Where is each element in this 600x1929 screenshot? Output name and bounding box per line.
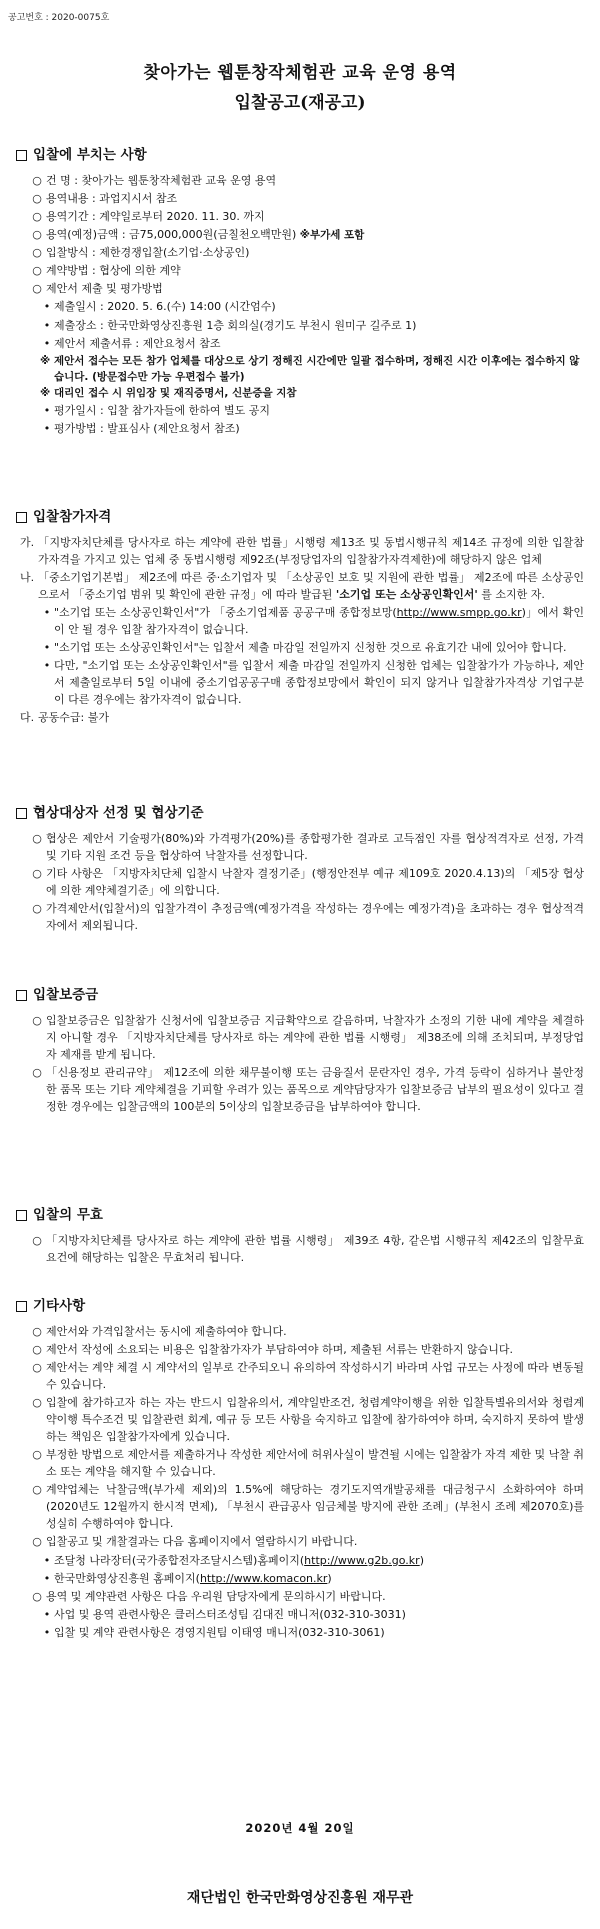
- sub-item: • 입찰 및 계약 관련사항은 경영지원팀 이태영 매니저(032-310-3061): [43, 1625, 385, 1639]
- list-item: ○ 부정한 방법으로 제안서를 제출하거나 작성한 제안서에 허위사실이 발견될 시에는 입찰참가 자격 제한 및 낙찰 취소 또는 계약을 해지할 수 있습니다.: [32, 1448, 584, 1479]
- square-bullet-icon: [16, 1301, 27, 1312]
- list-item: ○ 용역내용 : 과업지시서 참조: [32, 191, 178, 205]
- g2b-link[interactable]: http://www.g2b.go.kr: [304, 1553, 420, 1567]
- list-item: ○ 가격제안서(입찰서)의 입찰가격이 추정금액(예정가격을 작성하는 경우에는 예정가격)을 초과하는 경우 협상적격자에서 제외됩니다.: [32, 902, 584, 933]
- section-heading: 기타사항: [16, 1296, 584, 1317]
- square-bullet-icon: [16, 512, 27, 523]
- list-item: ○ 제안서와 가격입찰서는 동시에 제출하여야 합니다.: [32, 1324, 287, 1338]
- list-item: 다. 공동수급: 불가: [19, 711, 109, 725]
- notice-date: 2020년 4월 20일: [245, 1821, 355, 1835]
- page-subtitle: 입찰공고(재공고): [234, 93, 366, 113]
- list-item: ○ 제안서 작성에 소요되는 비용은 입찰참가자가 부담하여야 하며, 제출된 서류는 반환하지 않습니다.: [32, 1342, 513, 1356]
- list-item: ○ 입찰공고 및 개찰결과는 다음 홈페이지에서 열람하시기 바랍니다.: [32, 1535, 358, 1549]
- list-item: ○ 계약업체는 낙찰금액(부가세 제외)의 1.5%에 해당하는 경기도지역개발공채를 대금청구시 소화하여야 하며(2020년도 12월까지 한시적 면제), 「부천시 관급공사 임금체불 방지에 관한 조례」(부천시 조례 제2070호)를 성실히 수행하여야 합니다.: [32, 1483, 584, 1531]
- list-item: ○ 제안서는 계약 체결 시 계약서의 일부로 간주되오니 유의하여 작성하시기 바라며 사업 규모는 사정에 따라 변동될 수 있습니다.: [32, 1361, 584, 1392]
- sub-item: • "소기업 또는 소상공인확인서"가 「중소기업제품 공공구매 종합정보망(http://www.smpp.go.kr)」에서 확인이 안 될 경우 입찰 참가자격이 없습니다.: [43, 606, 584, 637]
- list-item: ○ 입찰에 참가하고자 하는 자는 반드시 입찰유의서, 계약일반조건, 청렴계약이행을 위한 입찰특별유의서와 청렴계약이행 특수조건 및 입찰관련 회계, 예규 등 모든 사항을 숙지하고 입찰에 참가하여야 하며, 숙지하지 못하여 발생하는 책임은 입찰참가자에게 있습니다.: [32, 1396, 584, 1444]
- smpp-link[interactable]: http://www.smpp.go.kr: [396, 606, 522, 620]
- sub-item: • "소기업 또는 소상공인확인서"는 입찰서 제출 마감일 전일까지 신청한 것으로 유효기간 내에 있어야 합니다.: [43, 641, 567, 655]
- sub-item: • 한국만화영상진흥원 홈페이지(http://www.komacon.kr): [43, 1571, 332, 1585]
- section-bid-items: [16, 145, 584, 439]
- notice-number: 공고번호 : 2020-0075호: [8, 13, 110, 23]
- sub-item: • 다만, "소기업 또는 소상공인확인서"를 입찰서 제출 마감일 전일까지 신청한 업체는 입찰참가가 가능하나, 제안서 제출일로부터 5일 이내에 중소기업공공구매 종합정보망에서 확인이 되지 않거나 입찰참가자격상 기업구분이 다른 경우에는 참가자격이 없습니다.: [43, 659, 584, 707]
- list-item: ○ 제안서 제출 및 평가방법: [32, 282, 163, 296]
- sub-item: • 제안서 제출서류 : 제안요청서 참조: [43, 336, 221, 350]
- note-item: ※ 제안서 접수는 모든 참가 업체를 대상으로 상기 정해진 시간에만 일괄 접수하며, 정해진 시간 이후에는 접수하지 않습니다. (방문접수만 가능 우편접수 불가): [40, 354, 580, 383]
- section-heading: 입찰참가자격: [16, 507, 584, 528]
- square-bullet-icon: [16, 150, 27, 161]
- sub-item: • 평가일시 : 입찰 참가자들에 한하여 별도 공지: [43, 404, 270, 418]
- section-heading: 입찰의 무효: [16, 1205, 584, 1226]
- section-negotiation: [16, 803, 584, 935]
- sub-item: • 제출장소 : 한국만화영상진흥원 1층 회의실(경기도 부천시 원미구 길주로 1): [43, 318, 417, 332]
- square-bullet-icon: [16, 1210, 27, 1221]
- list-item: ○ 입찰방식 : 제한경쟁입찰(소기업·소상공인): [32, 246, 250, 260]
- list-item: 나. 「중소기업기본법」 제2조에 따른 중·소기업자 및 「소상공인 보호 및 지원에 관한 법률」 제2조에 따른 소상공인으로서 「중소기업 범위 및 확인에 관한 규정」에 따라 발급된 '소기업 또는 소상공인확인서' 를 소지한 자.: [19, 571, 584, 602]
- page-title: 찾아가는 웹툰창작체험관 교육 운영 용역: [143, 63, 457, 83]
- list-item: ○ 입찰보증금은 입찰참가 신청서에 입찰보증금 지급확약으로 갈음하며, 낙찰자가 소정의 기한 내에 계약을 체결하지 아니할 경우 「지방자치단체를 당사자로 하는 계약에 관한 법률 시행령」 제38조에 의해 조치되며, 부정당업자 제재를 받게 됩니다.: [32, 1013, 584, 1062]
- list-item: ○ 건 명 : 찾아가는 웹툰창작체험관 교육 운영 용역: [32, 173, 277, 187]
- note-item: ※ 대리인 접수 시 위임장 및 재직증명서, 신분증을 지참: [40, 387, 297, 400]
- list-item: ○ 계약방법 : 협상에 의한 계약: [32, 264, 181, 278]
- list-item: ○ 「지방자치단체를 당사자로 하는 계약에 관한 법률 시행령」 제39조 4항, 같은법 시행규칙 제42조의 입찰무효 요건에 해당하는 입찰은 무효처리 됩니다.: [32, 1233, 584, 1264]
- sub-item: • 사업 및 용역 관련사항은 클러스터조성팀 김대진 매니저(032-310-3031): [43, 1607, 406, 1621]
- sub-item: • 제출일시 : 2020. 5. 6.(수) 14:00 (시간엄수): [43, 300, 276, 314]
- list-item: ○ 협상은 제안서 기술평가(80%)와 가격평가(20%)를 종합평가한 결과로 고득점인 자를 협상적격자로 선정, 가격 및 기타 지원 조건 등을 협상하여 낙찰자를 선정합니다.: [32, 831, 584, 862]
- section-qualification: [16, 507, 584, 727]
- section-heading: 입찰보증금: [16, 985, 584, 1006]
- list-item: 가. 「지방자치단체를 당사자로 하는 계약에 관한 법률」시행령 제13조 및 동법시행규칙 제14조 규정에 의한 입찰참가자격을 가지고 있는 업체 중 동법시행령 제92조(부정당업자의 입찰참가자격제한)에 해당하지 않은 업체: [19, 535, 584, 566]
- section-invalid-bids: [16, 1205, 584, 1267]
- vat-note: ※부가세 포함: [299, 229, 365, 242]
- komacon-link[interactable]: http://www.komacon.kr: [199, 1571, 328, 1585]
- section-deposit: [16, 985, 584, 1116]
- list-item: ○ 용역기간 : 계약일로부터 2020. 11. 30. 까지: [32, 210, 265, 224]
- section-heading: 입찰에 부치는 사항: [16, 145, 584, 166]
- list-item: ○ 기타 사항은 「지방자치단체 입찰시 낙찰자 결정기준」(행정안전부 예규 제109호 2020.4.13)의 「제5장 협상에 의한 계약체결기준」에 의합니다.: [32, 867, 584, 898]
- section-others: [16, 1296, 584, 1642]
- list-item: ○ 용역 및 계약관련 사항은 다음 우리원 담당자에게 문의하시기 바랍니다.: [32, 1589, 386, 1603]
- list-item: ○ 용역(예정)금액 : 금75,000,000원(금칠천오백만원) ※부가세 포함: [32, 228, 365, 242]
- list-item: ○ 「신용정보 관리규약」 제12조에 의한 채무불이행 또는 금융질서 문란자인 경우, 가격 등락이 심하거나 불안정한 품목 또는 기타 계약체결을 기피할 우려가 있는 품목으로 계약담당자가 입찰보증금 납부의 필요성이 있다고 결정한 경우에는 입찰금액의 100분의 5이상의 입찰보증금을 납부하여야 합니다.: [32, 1066, 584, 1114]
- sub-item: • 조달청 나라장터(국가종합전자조달시스템)홈페이지(http://www.g2b.go.kr): [43, 1553, 424, 1567]
- square-bullet-icon: [16, 808, 27, 819]
- issuer-organization: 재단법인 한국만화영상진흥원 재무관: [186, 1890, 414, 1906]
- square-bullet-icon: [16, 990, 27, 1001]
- sub-item: • 평가방법 : 발표심사 (제안요청서 참조): [43, 422, 240, 436]
- section-heading: 협상대상자 선정 및 협상기준: [16, 803, 584, 824]
